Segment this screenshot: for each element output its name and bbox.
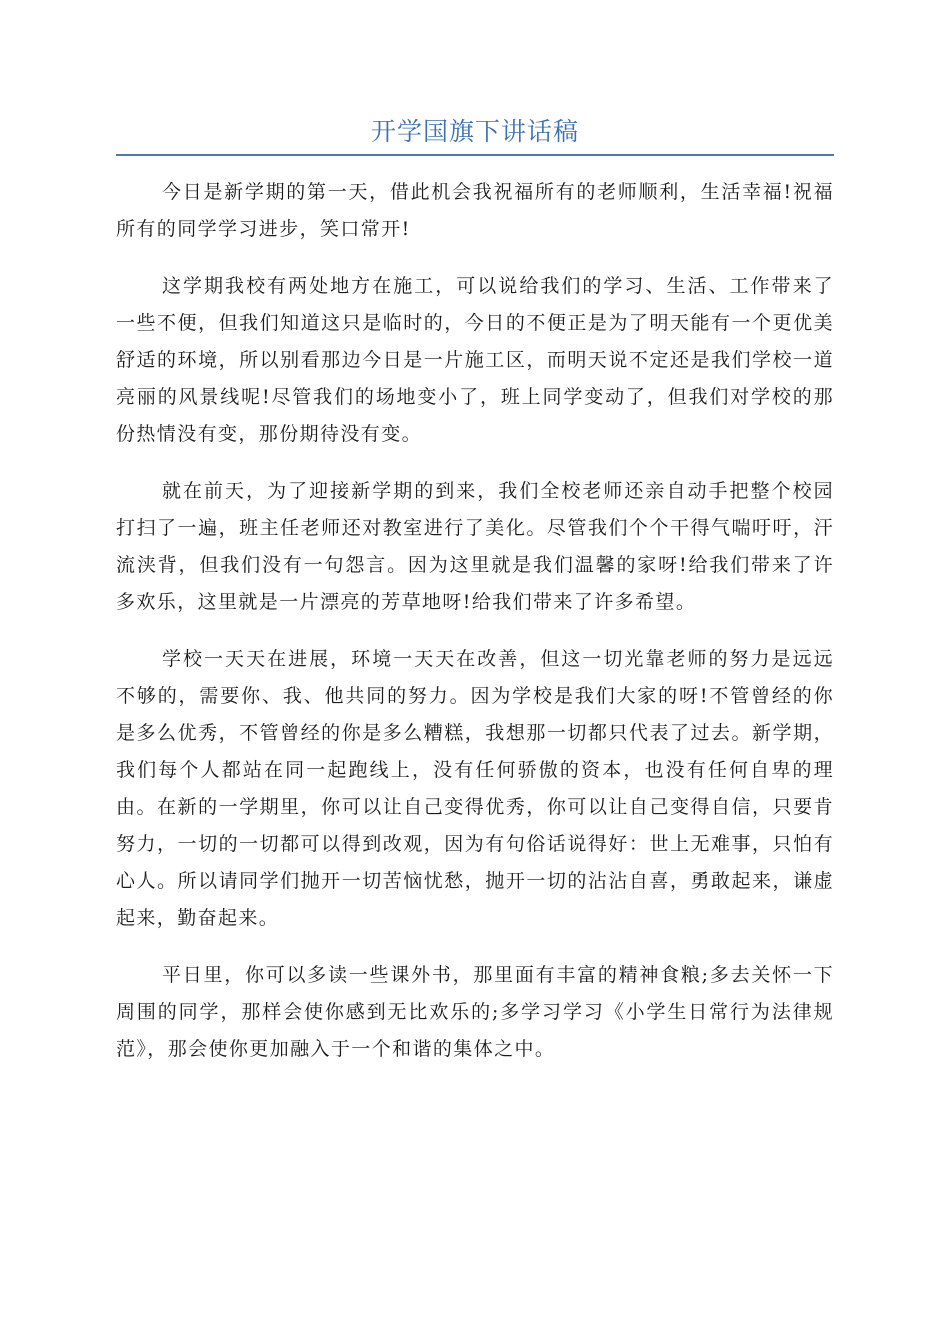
paragraph-5: 平日里，你可以多读一些课外书，那里面有丰富的精神食粮;多去关怀一下周围的同学，那样会使你感到无比欢乐的;多学习学习《小学生日常行为法律规范》，那会使你更加融入于一个和谐的集体之中。 — [116, 964, 834, 1060]
title-underline — [116, 154, 834, 156]
paragraph-2: 这学期我校有两处地方在施工，可以说给我们的学习、生活、工作带来了一些不便，但我们知道这只是临时的，今日的不便正是为了明天能有一个更优美舒适的环境，所以别看那边今日是一片施工区，而明天说不定还是我们学校一道亮丽的风景线呢!尽管我们的场地变小了，班上同学变动了，但我们对学校的那份热情没有变，那份期待没有变。 — [116, 275, 834, 445]
document-body — [116, 174, 834, 1088]
title-block — [116, 112, 834, 156]
paragraph-4: 学校一天天在进展，环境一天天在改善，但这一切光靠老师的努力是远远不够的，需要你、我、他共同的努力。因为学校是我们大家的呀!不管曾经的你是多么优秀，不管曾经的你是多么糟糕，我想那一切都只代表了过去。新学期，我们每个人都站在同一起跑线上，没有任何骄傲的资本，也没有任何自卑的理由。在新的一学期里，你可以让自己变得优秀，你可以让自己变得自信，只要肯努力，一切的一切都可以得到改观，因为有句俗话说得好：世上无难事，只怕有心人。所以请同学们抛开一切苦恼忧愁，抛开一切的沾沾自喜，勇敢起来，谦虚起来，勤奋起来。 — [116, 648, 834, 929]
document-title: 开学国旗下讲话稿 — [370, 117, 579, 146]
paragraph-3: 就在前天，为了迎接新学期的到来，我们全校老师还亲自动手把整个校园打扫了一遍，班主任老师还对教室进行了美化。尽管我们个个干得气喘吁吁，汗流浃背，但我们没有一句怨言。因为这里就是我们温馨的家呀!给我们带来了许多欢乐，这里就是一片漂亮的芳草地呀!给我们带来了许多希望。 — [116, 480, 834, 613]
paragraph-1: 今日是新学期的第一天，借此机会我祝福所有的老师顺利，生活幸福!祝福所有的同学学习进步，笑口常开! — [116, 181, 834, 240]
